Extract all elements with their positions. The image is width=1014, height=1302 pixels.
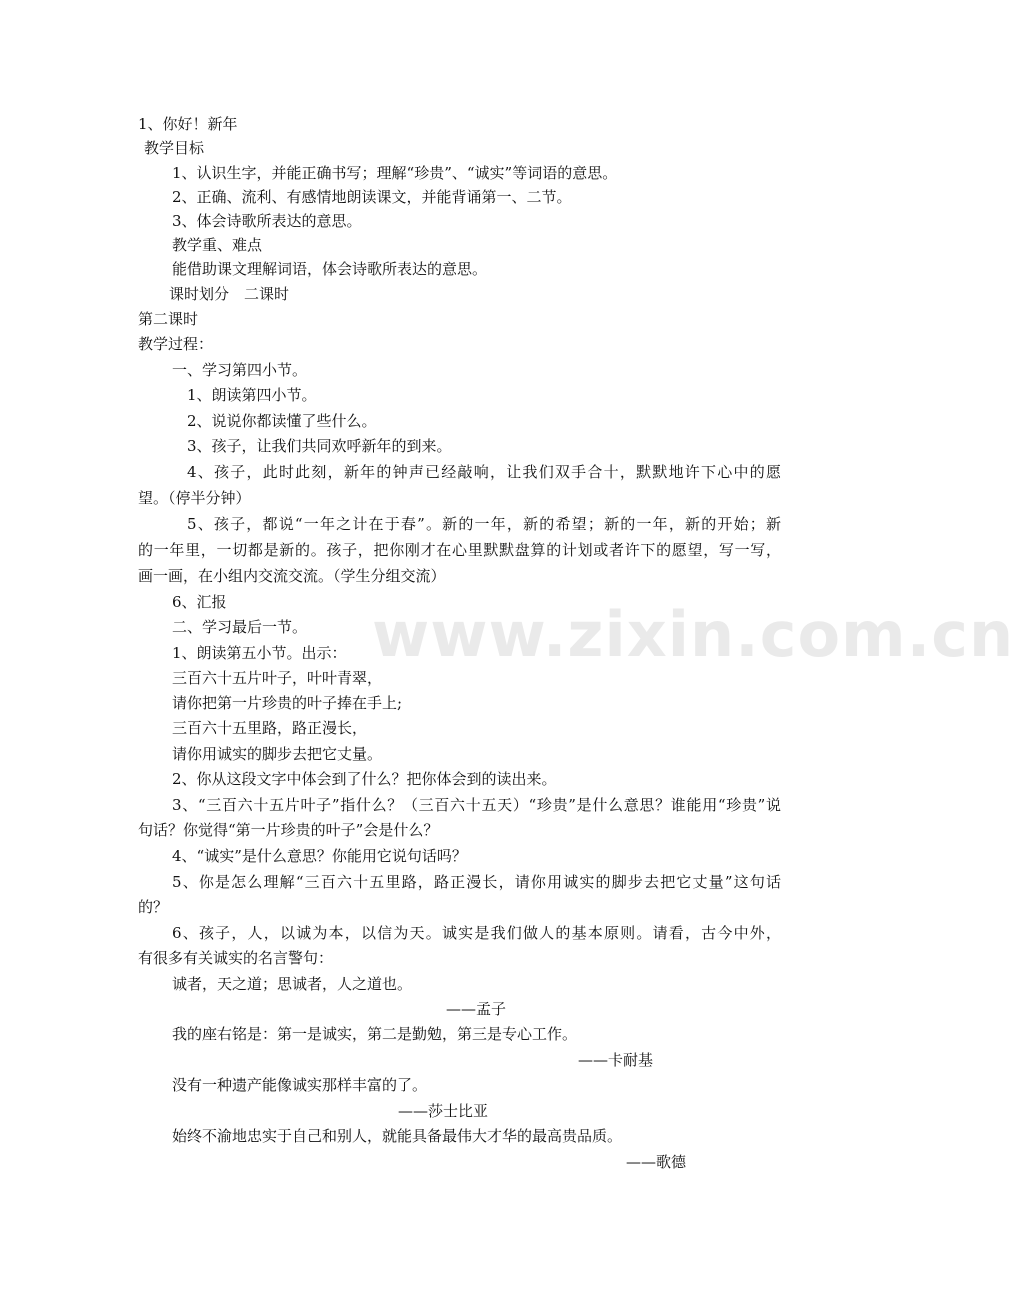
section-heading: 二、学习最后一节。 (172, 618, 308, 636)
poem-line: 请你用诚实的脚步去把它丈量。 (172, 745, 383, 763)
quote-author: ——孟子 (446, 1000, 507, 1018)
quote-author: ——卡耐基 (578, 1051, 654, 1069)
step-line: 3、孩子，让我们共同欢呼新年的到来。 (187, 437, 452, 455)
step-line: 5、你是怎么理解“三百六十五里路，路正漫长，请你用诚实的脚步去把它丈量”这句话 (172, 873, 781, 891)
step-line: 4、孩子，此时此刻，新年的钟声已经敲响，让我们双手合十，默默地许下心中的愿 (187, 463, 781, 481)
quote-text: 没有一种遗产能像诚实那样丰富的了。 (172, 1076, 428, 1094)
step-line-continued: 画一画，在小组内交流交流。（学生分组交流） (138, 567, 446, 585)
heading-key-points: 教学重、难点 (172, 236, 263, 254)
step-line: 1、朗读第四小节。 (187, 386, 317, 404)
heading-teaching-goals: 教学目标 (144, 139, 205, 157)
step-line: 5、孩子，都说“一年之计在于春”。新的一年，新的希望；新的一年，新的开始；新 (187, 515, 781, 533)
poem-line: 三百六十五片叶子，叶叶青翠， (172, 669, 383, 687)
key-points-text: 能借助课文理解词语，体会诗歌所表达的意思。 (172, 260, 488, 278)
step-line: 6、孩子，人，以诚为本，以信为天。诚实是我们做人的基本原则。请看，古今中外， (172, 924, 781, 942)
step-line: 4、“诚实”是什么意思？你能用它说句话吗？ (172, 847, 467, 865)
quote-author: ——歌德 (626, 1153, 687, 1171)
watermark: www.zixin.com.cn (372, 598, 1014, 671)
step-line: 3、“三百六十五片叶子”指什么？（三百六十五天）“珍贵”是什么意思？谁能用“珍贵”说 (172, 796, 781, 814)
goal-line: 2、正确、流利、有感情地朗读课文，并能背诵第一、二节。 (172, 188, 572, 206)
quote-text: 我的座右铭是：第一是诚实，第二是勤勉，第三是专心工作。 (172, 1025, 578, 1043)
step-line: 2、说说你都读懂了些什么。 (187, 412, 377, 430)
step-line-continued: 有很多有关诚实的名言警句： (138, 949, 334, 967)
goal-line: 3、体会诗歌所表达的意思。 (172, 212, 362, 230)
poem-line: 请你把第一片珍贵的叶子捧在手上; (172, 694, 403, 712)
quote-text: 始终不渝地忠实于自己和别人，就能具备最伟大才华的最高贵品质。 (172, 1127, 623, 1145)
step-line: 1、朗读第五小节。出示： (172, 644, 347, 662)
step-line: 2、你从这段文字中体会到了什么？把你体会到的读出来。 (172, 770, 557, 788)
lesson-title: 1、你好！新年 (138, 115, 238, 133)
poem-line: 三百六十五里路，路正漫长， (172, 719, 368, 737)
section-heading: 一、学习第四小节。 (172, 361, 308, 379)
step-line-continued: 的一年里，一切都是新的。孩子，把你刚才在心里默默盘算的计划或者许下的愿望，写一写， (138, 541, 781, 559)
step-line-continued: 望。（停半分钟） (138, 489, 251, 507)
step-line-continued: 的？ (138, 898, 169, 916)
quote-author: ——莎士比亚 (398, 1102, 489, 1120)
goal-line: 1、认识生字，并能正确书写；理解“珍贵”、“诚实”等词语的意思。 (172, 164, 618, 182)
quote-text: 诚者，天之道；思诚者，人之道也。 (172, 975, 413, 993)
heading-second-lesson: 第二课时 (138, 310, 199, 328)
step-line: 6、汇报 (172, 593, 227, 611)
step-line-continued: 句话？你觉得“第一片珍贵的叶子”会是什么？ (138, 821, 439, 839)
heading-process: 教学过程： (138, 335, 214, 353)
schedule-line: 课时划分 二课时 (169, 285, 290, 303)
